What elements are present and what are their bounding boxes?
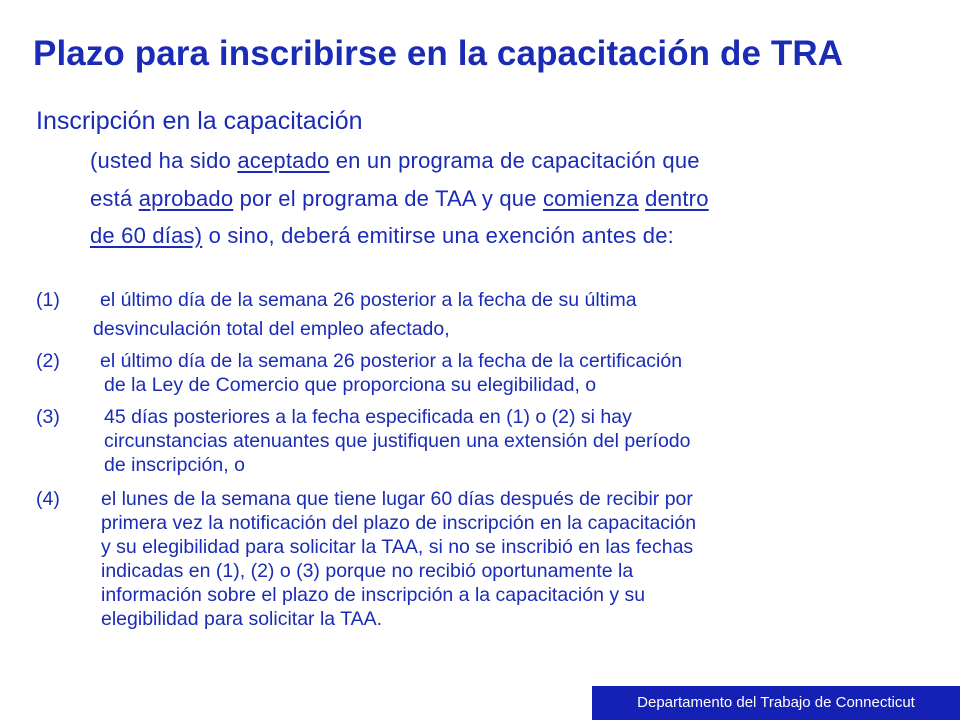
intro-line-1	[90, 148, 700, 174]
list-item-number: (3)	[36, 406, 60, 428]
list-item-line: 45 días posteriores a la fecha especificada en (1) o (2) si hay	[104, 406, 632, 428]
intro-text: en un programa de capacitación que	[329, 148, 700, 173]
intro-text: está	[90, 186, 139, 211]
underlined-term: de 60 días)	[90, 223, 203, 248]
list-item-number: (4)	[36, 488, 60, 510]
list-item-line: de inscripción, o	[104, 454, 245, 476]
intro-line-3	[90, 223, 674, 249]
list-item-line: elegibilidad para solicitar la TAA.	[101, 608, 383, 630]
underlined-term: dentro	[645, 186, 709, 211]
list-item-line: el lunes de la semana que tiene lugar 60 días después de recibir por	[101, 488, 693, 510]
list-item-line: de la Ley de Comercio que proporciona su elegibilidad, o	[104, 374, 597, 396]
list-item-line: y su elegibilidad para solicitar la TAA, si no se inscribió en las fechas	[101, 536, 694, 558]
footer-banner: Departamento del Trabajo de Connecticut	[592, 686, 960, 720]
list-item-number: (2)	[36, 350, 60, 372]
underlined-term: comienza	[542, 186, 639, 211]
list-item-line: indicadas en (1), (2) o (3) porque no recibió oportunamente la	[101, 560, 634, 582]
underlined-term: aprobado	[138, 186, 234, 211]
list-item-number: (1)	[36, 289, 60, 311]
intro-line-2	[90, 186, 709, 212]
intro-text: por el programa de TAA y que	[233, 186, 543, 211]
list-item-line: información sobre el plazo de inscripción a la capacitación y su	[101, 584, 646, 606]
section-heading: Inscripción en la capacitación	[36, 107, 363, 135]
slide-title: Plazo para inscribirse en la capacitación de TRA	[33, 34, 844, 73]
list-item-line: el último día de la semana 26 posterior a la fecha de su última	[100, 289, 637, 311]
list-item-line: primera vez la notificación del plazo de inscripción en la capacitación	[101, 512, 697, 534]
underlined-term: aceptado	[237, 148, 330, 173]
list-item-line: el último día de la semana 26 posterior a la fecha de la certificación	[100, 350, 683, 372]
list-item-line: desvinculación total del empleo afectado,	[93, 318, 450, 340]
intro-text: o sino, deberá emitirse una exención antes de:	[202, 223, 674, 248]
list-item-line: circunstancias atenuantes que justifiquen una extensión del período	[104, 430, 691, 452]
intro-text: (usted ha sido	[90, 148, 238, 173]
